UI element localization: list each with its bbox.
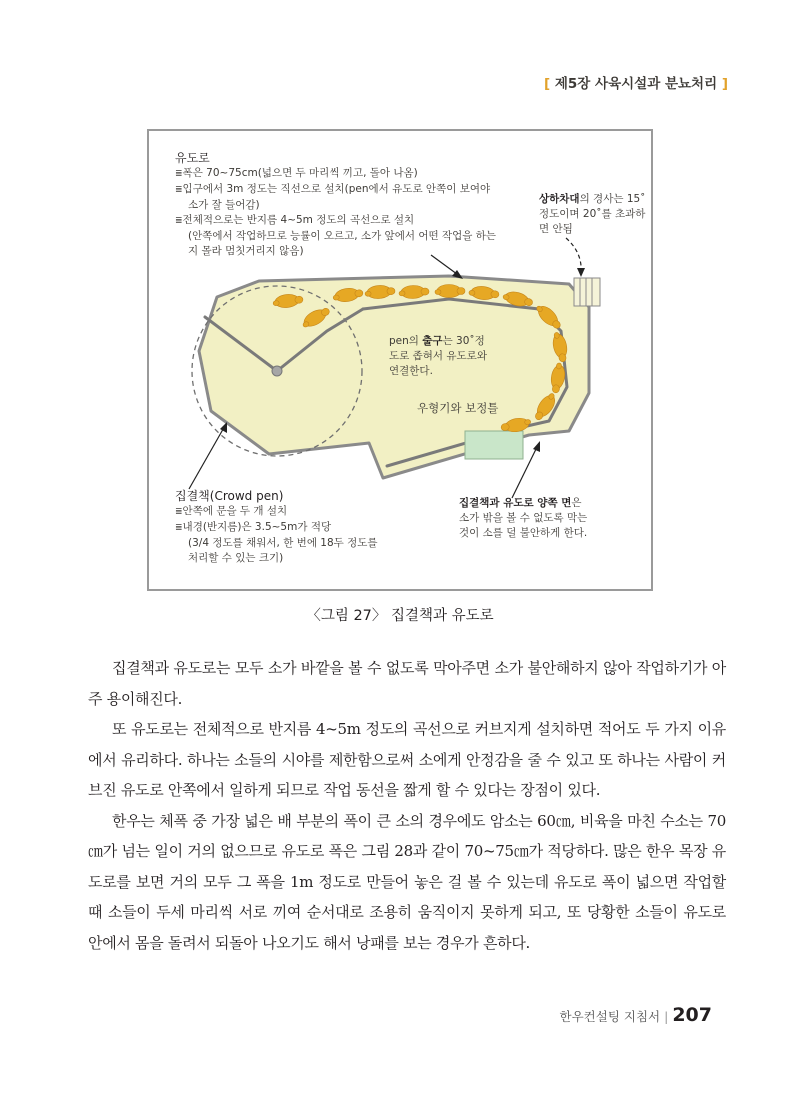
page-footer — [560, 1004, 712, 1026]
sides-line-3: 것이 소를 덜 불안하게 한다. — [459, 527, 588, 539]
sides-rest: 은 — [571, 497, 582, 509]
arrow-crowd-pen-head — [220, 422, 227, 433]
pen-exit-post: 는 30˚정 — [442, 335, 485, 347]
crowd-pen-note-1: ≣ 안쪽에 문을 두 개 설치 — [175, 504, 445, 520]
race-note-3-cont-2: 지 몰라 멈칫거리지 않음) — [188, 245, 304, 257]
crowd-pen-note-2: ≣ 내경(반지름)은 3.5~5m가 적당 — [175, 520, 445, 536]
crowd-pen-notes — [175, 489, 445, 566]
scale-box — [465, 431, 523, 459]
race-note-3: ≣ 전체적으로는 반지름 4~5m 정도의 곡선으로 설치 — [175, 213, 555, 229]
sides-bold: 집결책과 유도로 양쪽 면 — [459, 497, 572, 509]
arrow-ramp-head — [577, 268, 585, 277]
pen-pivot — [272, 366, 282, 376]
loading-ramp-line-2: 정도이며 20˚를 초과하 — [539, 208, 646, 220]
race-note-3-cont: (안쪽에서 작업하므로 능률이 오르고, 소가 앞에서 어떤 작업을 하는 — [188, 230, 496, 242]
race-notes-title: 유도로 — [175, 151, 210, 165]
pen-exit-note — [389, 334, 514, 379]
race-note-2-cont: 소가 잘 들어감) — [188, 199, 260, 211]
loading-ramp-rest: 의 경사는 15˚ — [579, 193, 646, 205]
loading-ramp-bold: 상하차대 — [539, 193, 580, 205]
arrow-sides-head — [533, 441, 540, 452]
pen-exit-line-3: 연결한다. — [389, 365, 433, 377]
crowd-pen-note-2-cont: (3/4 정도를 채워서, 한 번에 18두 정도를 — [188, 537, 378, 549]
arrow-crowd-pen — [189, 424, 226, 489]
header-bracket-left: [ — [544, 76, 551, 92]
loading-ramp — [574, 278, 600, 306]
chapter-header — [544, 72, 728, 92]
race-notes — [175, 151, 555, 259]
paragraph-2: 또 유도로는 전체적으로 반지름 4~5m 정도의 곡선으로 커브지게 설치하면 적어도 두 가지 이유에서 유리하다. 하나는 소들의 시야를 제한함으로써 소에게 안정감을 줄 수 있고 또 하나는 사람이 커브진 유도로 안쪽에서 일하게 되므로 작업 동선을 짧게 할 수 있다는 장점이 있다. — [88, 720, 726, 799]
figure-crowd-pen-and-race — [147, 129, 653, 591]
sides-note — [459, 496, 639, 541]
footer-separator: | — [664, 1009, 669, 1024]
header-bracket-right: ] — [721, 76, 728, 92]
pen-exit-pre: pen의 — [389, 335, 423, 347]
sides-line-2: 소가 밖을 볼 수 없도록 막는 — [459, 512, 588, 524]
pen-exit-bold: 출구 — [422, 335, 443, 347]
pen-exit-line-2: 도로 좁혀서 유도로와 — [389, 350, 487, 362]
loading-ramp-note — [539, 192, 647, 237]
crowd-pen-title: 집결책(Crowd pen) — [175, 489, 284, 503]
race-note-2: ≣ 입구에서 3m 정도는 직선으로 설치(pen에서 유도로 안쪽이 보여야 — [175, 182, 555, 198]
paragraph-1: 집결책과 유도로는 모두 소가 바깥을 볼 수 없도록 막아주면 소가 불안해하지 않아 작업하기가 아주 용이해진다. — [88, 659, 726, 708]
scale-label: 우형기와 보정틀 — [417, 401, 499, 415]
book-title: 한우컨설팅 지침서 — [559, 1009, 661, 1024]
chapter-title: 제5장 사육시설과 분뇨처리 — [554, 76, 718, 92]
race-note-1: ≣ 폭은 70~75cm(넓으면 두 마리씩 끼고, 돌아 나옴) — [175, 166, 555, 182]
page-number: 207 — [672, 1004, 712, 1026]
crowd-pen-note-2-cont-2: 처리할 수 있는 크기) — [188, 552, 284, 564]
loading-ramp-line-3: 면 안됨 — [539, 223, 573, 235]
figure-caption: 〈그림 27〉 집결책과 유도로 — [306, 608, 494, 624]
body-text — [88, 653, 726, 958]
paragraph-3: 한우는 체폭 중 가장 넓은 배 부분의 폭이 큰 소의 경우에도 암소는 60㎝, 비육을 마친 수소는 70㎝가 넘는 일이 거의 없으므로 유도로 폭은 그림 28과 같이 70~75㎝가 적당하다. 많은 한우 목장 유도로를 보면 거의 모두 그 폭을 1m 정도로 만들어 놓은 걸 볼 수 있는데 유도로 폭이 넓으면 작업할 때 소들이 두세 마리씩 서로 끼여 순서대로 조용히 움직이지 못하게 되고, 또 당황한 소들이 유도로 안에서 몸을 돌려서 되돌아 나오기도 해서 낭패를 보는 경우가 흔하다. — [88, 811, 726, 952]
